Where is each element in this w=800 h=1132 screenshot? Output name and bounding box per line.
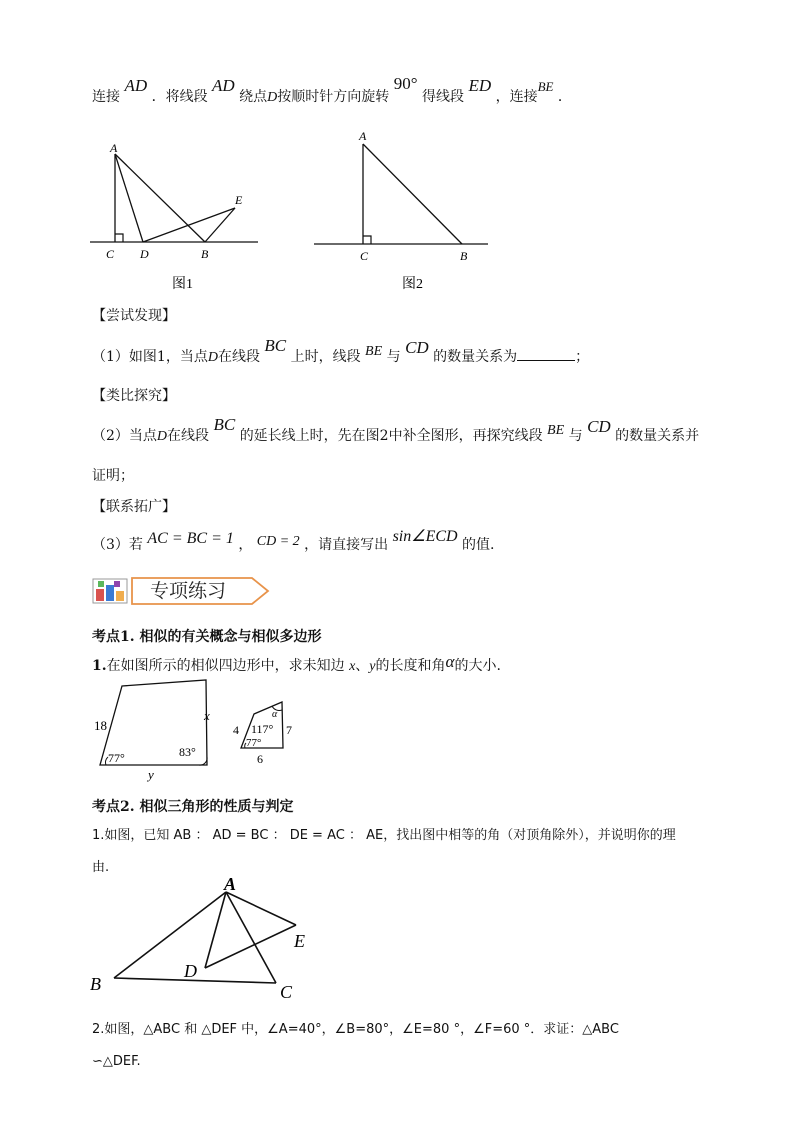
- math-BE: BE: [365, 344, 383, 359]
- side-label: 6: [257, 752, 263, 766]
- similar-quadrilaterals: [88, 676, 328, 786]
- q-text: 在线段: [167, 428, 210, 444]
- side-label: 7: [286, 723, 292, 737]
- kp2-question-2: 2.如图，△ABC 和 △DEF 中，∠A=40°，∠B=80°，∠E=80 °，∠F=60 °．求证：△ABC: [92, 1022, 619, 1037]
- q-text: 与: [386, 349, 401, 365]
- kp2-heading: 考点2. 相似三角形的性质与判定: [92, 799, 294, 815]
- math-CD: CD: [587, 417, 611, 436]
- question-2: [92, 415, 700, 447]
- extend-heading: 【联系拓广】: [92, 499, 176, 515]
- question-2-cont: 证明；: [92, 468, 134, 484]
- q-text: 的长度和角: [375, 658, 446, 674]
- side-label: x: [204, 708, 210, 723]
- math-AD: AD: [212, 76, 235, 95]
- figure-1-caption: 图1: [172, 277, 193, 292]
- intro-text: 连接: [92, 89, 120, 105]
- math-ED: ED: [468, 76, 492, 95]
- point-C-label: C: [360, 249, 369, 263]
- angle-label: 77°: [108, 751, 125, 765]
- point-C-label: C: [106, 247, 115, 261]
- math-BC: BC: [264, 336, 287, 355]
- q-text: 、: [355, 658, 370, 674]
- math-D: D: [207, 350, 218, 365]
- math-alpha: α: [445, 652, 455, 671]
- math-eq2: CD = 2: [256, 534, 300, 549]
- angle-label: α: [272, 709, 278, 720]
- math-eq1: AC = BC = 1: [147, 530, 234, 547]
- section-banner: [92, 575, 272, 607]
- q-text: 与: [568, 428, 583, 444]
- intro-text: 绕点: [239, 89, 268, 105]
- point-B-label: B: [90, 974, 101, 994]
- point-E-label: E: [235, 193, 243, 207]
- q-text: 的延长线上时，先在图2中补全图形，再探究线段: [239, 428, 543, 444]
- angle-label: 77°: [246, 737, 262, 749]
- intro-text: ，连接: [495, 89, 538, 105]
- intro-line: [92, 74, 572, 108]
- math-AD: AD: [124, 76, 148, 95]
- math-y: y: [369, 659, 376, 674]
- figure-2-caption: 图2: [402, 277, 423, 292]
- point-C-label: C: [280, 982, 293, 1002]
- kp2-question-2-cont: ∽△DEF.: [92, 1054, 141, 1069]
- point-D-label: D: [140, 247, 149, 261]
- math-90deg: 90°: [393, 74, 418, 93]
- intro-text: ．: [557, 89, 572, 105]
- q-text: （2）当点: [92, 428, 157, 444]
- point-A-label: A: [110, 141, 118, 155]
- math-BE: BE: [547, 423, 565, 438]
- q-text: 的数量关系并: [615, 428, 700, 444]
- q-number: 1.: [92, 658, 107, 674]
- math-BE: BE: [537, 79, 554, 94]
- side-label: y: [148, 767, 154, 782]
- point-E-label: E: [294, 931, 305, 951]
- math-BC: BC: [213, 415, 236, 434]
- kp2-question-1-cont: 由.: [92, 860, 110, 875]
- kp1-question-1: [92, 652, 501, 677]
- figure-2: [310, 128, 500, 298]
- point-D-label: D: [184, 961, 197, 981]
- kp2-question-1: 1.如图，已知 AB ： AD = BC ： DE = AC ： AE，找出图中相等的角（对顶角除外），并说明你的理: [92, 828, 676, 843]
- q-text: （3）若: [92, 537, 143, 553]
- answer-blank[interactable]: [517, 348, 575, 361]
- point-B-label: B: [201, 247, 209, 261]
- q-text: 的值.: [462, 537, 495, 553]
- question-1: [92, 336, 590, 368]
- figure-1: [88, 138, 288, 298]
- intro-text: 按顺时针方向旋转: [277, 89, 390, 105]
- q-text: ；: [575, 349, 590, 365]
- q-text: ，请直接写出: [304, 537, 389, 553]
- math-D: D: [267, 90, 278, 105]
- intro-text: 得线段: [422, 89, 464, 105]
- try-discover-heading: 【尝试发现】: [92, 308, 176, 324]
- q-text: （1）如图1，当点: [92, 349, 208, 365]
- math-x: x: [349, 659, 356, 674]
- q-text: 的数量关系为: [433, 349, 518, 365]
- intro-text: ．将线段: [151, 89, 208, 105]
- math-D: D: [156, 429, 168, 444]
- kp1-heading: 考点1. 相似的有关概念与相似多边形: [92, 629, 322, 645]
- point-B-label: B: [460, 249, 468, 263]
- q-text: ，: [238, 537, 253, 553]
- point-A-label: A: [224, 876, 237, 894]
- q-text: 的大小.: [454, 658, 501, 674]
- analogy-heading: 【类比探究】: [92, 388, 176, 404]
- q-text: 上时，线段: [290, 349, 361, 365]
- math-CD: CD: [405, 338, 429, 357]
- side-label: 4: [233, 723, 239, 737]
- angle-label: 117°: [251, 722, 274, 736]
- math-eq3: sin∠ECD: [392, 528, 458, 545]
- q-text: 在线段: [217, 349, 260, 365]
- angle-label: 83°: [179, 745, 196, 759]
- banner-title: 专项练习: [150, 580, 227, 602]
- point-A-label: A: [359, 129, 367, 143]
- figure-3: [88, 876, 328, 1006]
- question-3: [92, 528, 495, 556]
- side-label: 18: [94, 718, 107, 733]
- q-text: 在如图所示的相似四边形中，求未知边: [106, 658, 345, 674]
